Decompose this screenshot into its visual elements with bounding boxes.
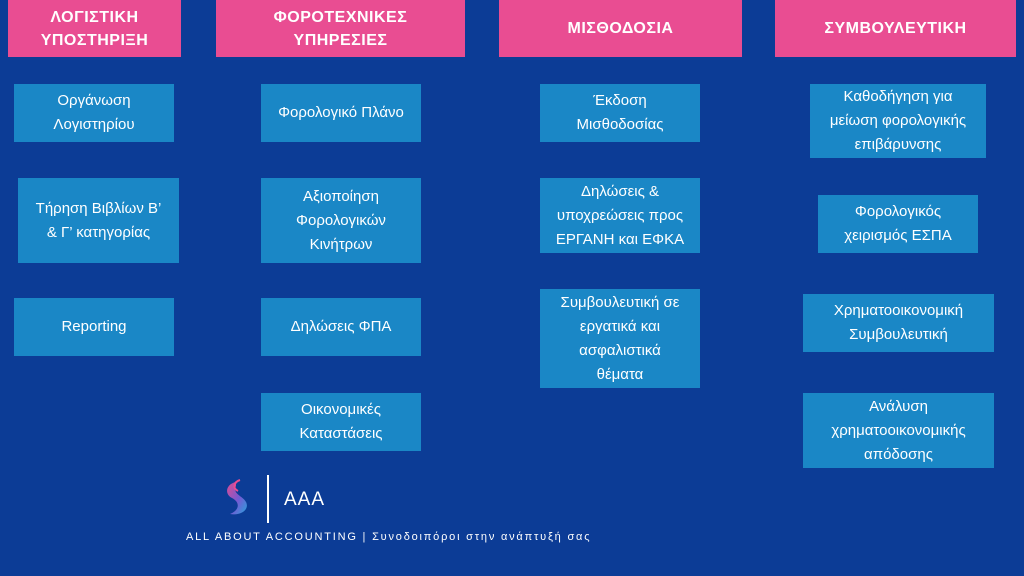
box-forologiko-plano: Φορολογικό Πλάνο xyxy=(261,84,421,142)
box-symvouleutiki-ergatika: Συμβουλευτική σε εργατικά και ασφαλιστικά θέματα xyxy=(540,289,700,388)
header-label: ΛΟΓΙΣΤΙΚΗ ΥΠΟΣΤΗΡΙΞΗ xyxy=(40,8,149,49)
header-forotexnikes-ypiresies xyxy=(216,0,465,57)
box-dilwseis-ergani-efka: Δηλώσεις & υποχρεώσεις προς ΕΡΓΑΝΗ και ΕΦΚΑ xyxy=(540,178,700,253)
brand-name: AAA xyxy=(284,489,326,510)
box-dilwseis-fpa: Δηλώσεις ΦΠΑ xyxy=(261,298,421,356)
box-ekdosi-misthodosias: Έκδοση Μισθοδοσίας xyxy=(540,84,700,142)
box-oikonomikes-katastaseis: Οικονομικές Καταστάσεις xyxy=(261,393,421,451)
box-kathodigisi-forologikis: Καθοδήγηση για μείωση φορολογικής επιβάρυνσης xyxy=(810,84,986,158)
header-label: ΣΥΜΒΟΥΛΕΥΤΙΚΗ xyxy=(824,20,967,37)
box-xrimatooikonomiki-symvouleutiki: Χρηματοοικονομική Συμβουλευτική xyxy=(803,294,994,352)
header-label: ΜΙΣΘΟΔΟΣΙΑ xyxy=(567,20,674,37)
box-analysi-apodosis: Ανάλυση χρηματοοικονομικής απόδοσης xyxy=(803,393,994,468)
brand-tagline: ALL ABOUT ACCOUNTING | Συνοδοιπόροι στην ανάπτυξή σας xyxy=(186,531,592,543)
aaa-logo-icon xyxy=(218,476,258,520)
box-tirisi-vivlion: Τήρηση Βιβλίων Β’ & Γ’ κατηγορίας xyxy=(18,178,179,263)
box-axiopoiisi-kinitron: Αξιοποίηση Φορολογικών Κινήτρων xyxy=(261,178,421,263)
box-reporting: Reporting xyxy=(14,298,174,356)
header-symvouleutiki xyxy=(775,0,1016,57)
box-forologikos-xeirismos-espa: Φορολογικός χειρισμός ΕΣΠΑ xyxy=(818,195,978,253)
box-organosi-logistiriou: Οργάνωση Λογιστηρίου xyxy=(14,84,174,142)
logo-divider xyxy=(267,475,269,523)
header-label: ΦΟΡΟΤΕΧΝΙΚΕΣ ΥΠΗΡΕΣΙΕΣ xyxy=(273,8,408,49)
header-logistiki-ypostirixi xyxy=(8,0,181,57)
header-misthodosia xyxy=(499,0,742,57)
